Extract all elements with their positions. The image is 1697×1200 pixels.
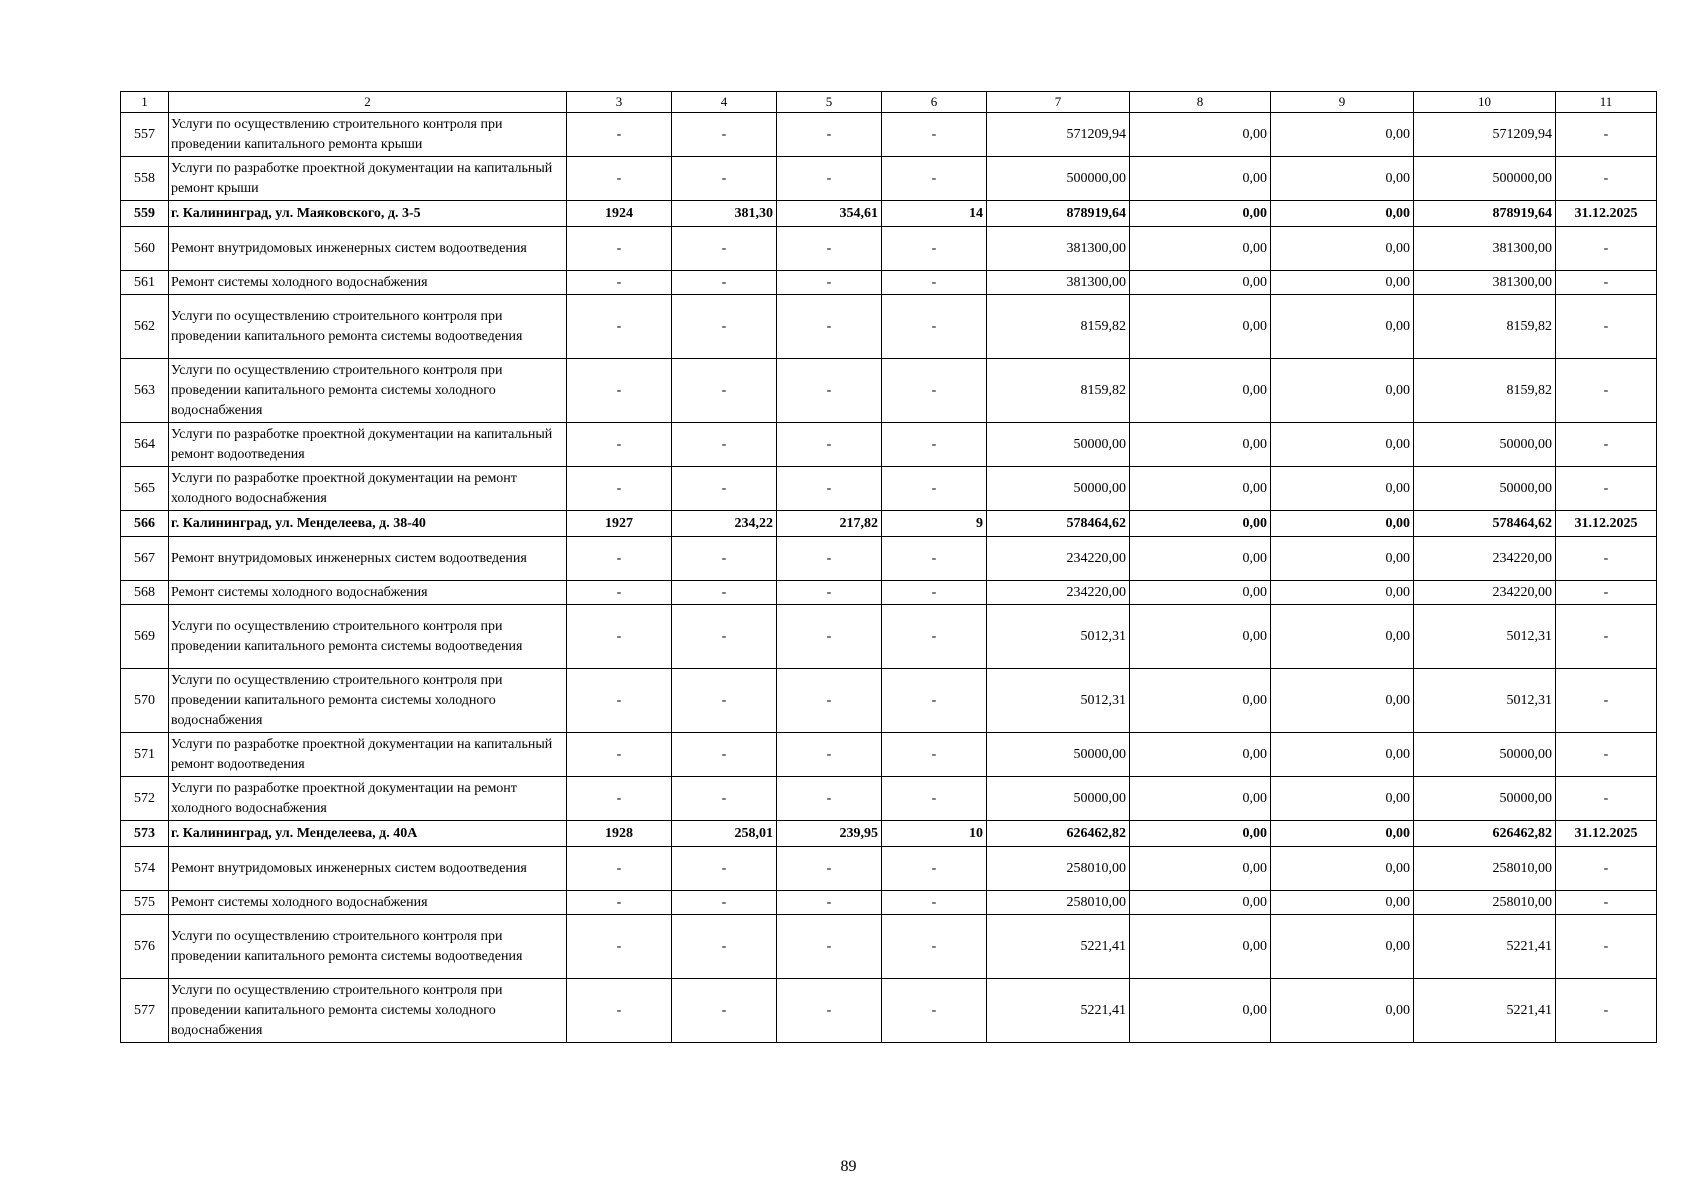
- cost-col9-cell: 0,00: [1271, 467, 1414, 511]
- area-living-cell: -: [777, 467, 882, 511]
- description-cell: Ремонт системы холодного водоснабжения: [169, 581, 567, 605]
- cost-col8-cell: 0,00: [1130, 359, 1271, 423]
- residents-cell: -: [882, 359, 987, 423]
- cost-col9-cell: 0,00: [1271, 295, 1414, 359]
- row-number-cell: 571: [121, 733, 169, 777]
- year-cell: -: [567, 271, 672, 295]
- cost-col8-cell: 0,00: [1130, 113, 1271, 157]
- description-cell: Услуги по осуществлению строительного контроля при проведении капитального ремонта системы водоотведения: [169, 605, 567, 669]
- description-cell: Услуги по осуществлению строительного контроля при проведении капитального ремонта системы холодного водоснабжения: [169, 979, 567, 1043]
- table-row: [121, 467, 1657, 511]
- year-cell: -: [567, 669, 672, 733]
- cost-col10-cell: 258010,00: [1414, 847, 1556, 891]
- cost-col10-cell: 5221,41: [1414, 915, 1556, 979]
- residents-cell: -: [882, 581, 987, 605]
- residents-cell: -: [882, 891, 987, 915]
- residents-cell: -: [882, 227, 987, 271]
- year-cell: 1924: [567, 201, 672, 227]
- year-cell: -: [567, 157, 672, 201]
- cost-col8-cell: 0,00: [1130, 537, 1271, 581]
- total-cost-cell: 50000,00: [987, 467, 1130, 511]
- year-cell: -: [567, 915, 672, 979]
- residents-cell: -: [882, 157, 987, 201]
- description-cell: г. Калининград, ул. Менделеева, д. 40А: [169, 821, 567, 847]
- area-living-cell: -: [777, 271, 882, 295]
- row-number-cell: 574: [121, 847, 169, 891]
- cost-col8-cell: 0,00: [1130, 423, 1271, 467]
- completion-date-cell: -: [1556, 605, 1657, 669]
- description-cell: Услуги по осуществлению строительного контроля при проведении капитального ремонта системы водоотведения: [169, 295, 567, 359]
- total-cost-cell: 50000,00: [987, 423, 1130, 467]
- description-cell: г. Калининград, ул. Маяковского, д. 3-5: [169, 201, 567, 227]
- residents-cell: -: [882, 979, 987, 1043]
- column-number-header: 3: [567, 92, 672, 113]
- column-number-header: 1: [121, 92, 169, 113]
- description-cell: Услуги по разработке проектной документации на капитальный ремонт водоотведения: [169, 733, 567, 777]
- area-total-cell: -: [672, 891, 777, 915]
- area-total-cell: -: [672, 467, 777, 511]
- year-cell: -: [567, 537, 672, 581]
- table-row: [121, 359, 1657, 423]
- cost-col8-cell: 0,00: [1130, 891, 1271, 915]
- cost-col8-cell: 0,00: [1130, 227, 1271, 271]
- table-row: [121, 423, 1657, 467]
- table-row: [121, 113, 1657, 157]
- total-cost-cell: 626462,82: [987, 821, 1130, 847]
- completion-date-cell: -: [1556, 891, 1657, 915]
- cost-col10-cell: 50000,00: [1414, 467, 1556, 511]
- completion-date-cell: -: [1556, 581, 1657, 605]
- area-total-cell: -: [672, 847, 777, 891]
- area-living-cell: -: [777, 227, 882, 271]
- row-number-cell: 565: [121, 467, 169, 511]
- total-cost-cell: 5221,41: [987, 979, 1130, 1043]
- total-cost-cell: 234220,00: [987, 581, 1130, 605]
- completion-date-cell: 31.12.2025: [1556, 511, 1657, 537]
- row-number-cell: 558: [121, 157, 169, 201]
- cost-col10-cell: 5221,41: [1414, 979, 1556, 1043]
- cost-col10-cell: 381300,00: [1414, 227, 1556, 271]
- row-number-cell: 568: [121, 581, 169, 605]
- area-total-cell: -: [672, 227, 777, 271]
- residents-cell: 10: [882, 821, 987, 847]
- area-total-cell: -: [672, 271, 777, 295]
- total-cost-cell: 8159,82: [987, 359, 1130, 423]
- row-number-cell: 563: [121, 359, 169, 423]
- area-living-cell: -: [777, 777, 882, 821]
- year-cell: -: [567, 581, 672, 605]
- table-row: [121, 733, 1657, 777]
- cost-col10-cell: 50000,00: [1414, 777, 1556, 821]
- table-row: [121, 891, 1657, 915]
- cost-col9-cell: 0,00: [1271, 423, 1414, 467]
- cost-col9-cell: 0,00: [1271, 847, 1414, 891]
- cost-col9-cell: 0,00: [1271, 359, 1414, 423]
- row-number-cell: 575: [121, 891, 169, 915]
- row-number-cell: 566: [121, 511, 169, 537]
- area-total-cell: 234,22: [672, 511, 777, 537]
- cost-col9-cell: 0,00: [1271, 581, 1414, 605]
- document-table: [120, 91, 1657, 1043]
- residents-cell: -: [882, 537, 987, 581]
- cost-col10-cell: 571209,94: [1414, 113, 1556, 157]
- table-row: [121, 915, 1657, 979]
- total-cost-cell: 234220,00: [987, 537, 1130, 581]
- column-number-header: 8: [1130, 92, 1271, 113]
- total-cost-cell: 878919,64: [987, 201, 1130, 227]
- cost-col9-cell: 0,00: [1271, 891, 1414, 915]
- year-cell: -: [567, 891, 672, 915]
- area-total-cell: -: [672, 733, 777, 777]
- cost-col10-cell: 5012,31: [1414, 605, 1556, 669]
- cost-col10-cell: 626462,82: [1414, 821, 1556, 847]
- area-total-cell: -: [672, 605, 777, 669]
- table-body: [121, 92, 1657, 1043]
- area-total-cell: -: [672, 669, 777, 733]
- completion-date-cell: -: [1556, 157, 1657, 201]
- cost-col9-cell: 0,00: [1271, 605, 1414, 669]
- area-living-cell: -: [777, 891, 882, 915]
- cost-col8-cell: 0,00: [1130, 271, 1271, 295]
- year-cell: -: [567, 295, 672, 359]
- total-cost-cell: 381300,00: [987, 227, 1130, 271]
- cost-col8-cell: 0,00: [1130, 915, 1271, 979]
- description-cell: Услуги по осуществлению строительного контроля при проведении капитального ремонта системы холодного водоснабжения: [169, 669, 567, 733]
- row-number-cell: 559: [121, 201, 169, 227]
- cost-col8-cell: 0,00: [1130, 847, 1271, 891]
- cost-col8-cell: 0,00: [1130, 821, 1271, 847]
- cost-col9-cell: 0,00: [1271, 669, 1414, 733]
- area-living-cell: -: [777, 295, 882, 359]
- total-cost-cell: 381300,00: [987, 271, 1130, 295]
- completion-date-cell: -: [1556, 733, 1657, 777]
- cost-col9-cell: 0,00: [1271, 157, 1414, 201]
- residents-cell: -: [882, 605, 987, 669]
- description-cell: Услуги по разработке проектной документации на капитальный ремонт водоотведения: [169, 423, 567, 467]
- column-number-header: 9: [1271, 92, 1414, 113]
- residents-cell: -: [882, 271, 987, 295]
- cost-col8-cell: 0,00: [1130, 157, 1271, 201]
- area-living-cell: -: [777, 605, 882, 669]
- cost-col10-cell: 878919,64: [1414, 201, 1556, 227]
- total-cost-cell: 8159,82: [987, 295, 1130, 359]
- area-total-cell: 381,30: [672, 201, 777, 227]
- description-cell: Услуги по осуществлению строительного контроля при проведении капитального ремонта системы холодного водоснабжения: [169, 359, 567, 423]
- total-cost-cell: 571209,94: [987, 113, 1130, 157]
- table-row: [121, 581, 1657, 605]
- cost-col9-cell: 0,00: [1271, 915, 1414, 979]
- year-cell: -: [567, 847, 672, 891]
- cost-col9-cell: 0,00: [1271, 227, 1414, 271]
- year-cell: -: [567, 423, 672, 467]
- cost-col9-cell: 0,00: [1271, 979, 1414, 1043]
- area-living-cell: -: [777, 359, 882, 423]
- total-cost-cell: 50000,00: [987, 733, 1130, 777]
- residents-cell: -: [882, 847, 987, 891]
- cost-col8-cell: 0,00: [1130, 733, 1271, 777]
- total-cost-cell: 258010,00: [987, 847, 1130, 891]
- completion-date-cell: -: [1556, 295, 1657, 359]
- completion-date-cell: -: [1556, 271, 1657, 295]
- year-cell: -: [567, 777, 672, 821]
- area-living-cell: -: [777, 113, 882, 157]
- table-row: [121, 979, 1657, 1043]
- cost-col10-cell: 500000,00: [1414, 157, 1556, 201]
- row-number-cell: 572: [121, 777, 169, 821]
- column-number-header: 4: [672, 92, 777, 113]
- cost-col9-cell: 0,00: [1271, 733, 1414, 777]
- table-row: [121, 295, 1657, 359]
- area-living-cell: -: [777, 979, 882, 1043]
- column-number-header-row: [121, 92, 1657, 113]
- cost-col9-cell: 0,00: [1271, 537, 1414, 581]
- residents-cell: -: [882, 113, 987, 157]
- completion-date-cell: -: [1556, 423, 1657, 467]
- completion-date-cell: -: [1556, 847, 1657, 891]
- cost-col8-cell: 0,00: [1130, 581, 1271, 605]
- area-living-cell: -: [777, 423, 882, 467]
- cost-col8-cell: 0,00: [1130, 979, 1271, 1043]
- completion-date-cell: -: [1556, 467, 1657, 511]
- cost-col10-cell: 8159,82: [1414, 359, 1556, 423]
- total-cost-cell: 5221,41: [987, 915, 1130, 979]
- column-number-header: 7: [987, 92, 1130, 113]
- completion-date-cell: -: [1556, 359, 1657, 423]
- year-cell: -: [567, 227, 672, 271]
- residents-cell: -: [882, 777, 987, 821]
- row-number-cell: 560: [121, 227, 169, 271]
- completion-date-cell: 31.12.2025: [1556, 201, 1657, 227]
- residents-cell: -: [882, 915, 987, 979]
- cost-col8-cell: 0,00: [1130, 605, 1271, 669]
- total-cost-cell: 5012,31: [987, 669, 1130, 733]
- row-number-cell: 564: [121, 423, 169, 467]
- residents-cell: -: [882, 423, 987, 467]
- cost-col10-cell: 50000,00: [1414, 423, 1556, 467]
- year-cell: -: [567, 359, 672, 423]
- description-cell: Услуги по разработке проектной документации на ремонт холодного водоснабжения: [169, 467, 567, 511]
- area-total-cell: -: [672, 359, 777, 423]
- completion-date-cell: 31.12.2025: [1556, 821, 1657, 847]
- residents-cell: -: [882, 669, 987, 733]
- area-living-cell: 354,61: [777, 201, 882, 227]
- cost-col10-cell: 50000,00: [1414, 733, 1556, 777]
- column-number-header: 6: [882, 92, 987, 113]
- area-living-cell: 217,82: [777, 511, 882, 537]
- area-total-cell: -: [672, 979, 777, 1043]
- page-number: 89: [840, 1158, 857, 1175]
- year-cell: -: [567, 467, 672, 511]
- column-number-header: 5: [777, 92, 882, 113]
- column-number-header: 2: [169, 92, 567, 113]
- year-cell: 1927: [567, 511, 672, 537]
- area-total-cell: 258,01: [672, 821, 777, 847]
- table-row: [121, 227, 1657, 271]
- area-total-cell: -: [672, 915, 777, 979]
- row-number-cell: 573: [121, 821, 169, 847]
- residents-cell: -: [882, 733, 987, 777]
- year-cell: -: [567, 113, 672, 157]
- area-total-cell: -: [672, 423, 777, 467]
- total-cost-cell: 578464,62: [987, 511, 1130, 537]
- completion-date-cell: -: [1556, 113, 1657, 157]
- row-number-cell: 567: [121, 537, 169, 581]
- residents-cell: 14: [882, 201, 987, 227]
- area-living-cell: -: [777, 847, 882, 891]
- table-row: [121, 157, 1657, 201]
- completion-date-cell: -: [1556, 669, 1657, 733]
- area-living-cell: -: [777, 537, 882, 581]
- area-living-cell: -: [777, 733, 882, 777]
- residents-cell: -: [882, 295, 987, 359]
- completion-date-cell: -: [1556, 227, 1657, 271]
- description-cell: Ремонт внутридомовых инженерных систем водоотведения: [169, 227, 567, 271]
- year-cell: 1928: [567, 821, 672, 847]
- area-living-cell: -: [777, 157, 882, 201]
- completion-date-cell: -: [1556, 915, 1657, 979]
- cost-col9-cell: 0,00: [1271, 271, 1414, 295]
- description-cell: Ремонт системы холодного водоснабжения: [169, 271, 567, 295]
- address-row: [121, 821, 1657, 847]
- address-row: [121, 201, 1657, 227]
- area-total-cell: -: [672, 157, 777, 201]
- row-number-cell: 557: [121, 113, 169, 157]
- area-living-cell: 239,95: [777, 821, 882, 847]
- cost-col10-cell: 258010,00: [1414, 891, 1556, 915]
- description-cell: Ремонт системы холодного водоснабжения: [169, 891, 567, 915]
- description-cell: г. Калининград, ул. Менделеева, д. 38-40: [169, 511, 567, 537]
- area-total-cell: -: [672, 113, 777, 157]
- cost-col9-cell: 0,00: [1271, 821, 1414, 847]
- table-row: [121, 847, 1657, 891]
- table-row: [121, 605, 1657, 669]
- table-row: [121, 669, 1657, 733]
- row-number-cell: 561: [121, 271, 169, 295]
- cost-col9-cell: 0,00: [1271, 113, 1414, 157]
- row-number-cell: 569: [121, 605, 169, 669]
- description-cell: Услуги по разработке проектной документации на ремонт холодного водоснабжения: [169, 777, 567, 821]
- residents-cell: 9: [882, 511, 987, 537]
- area-living-cell: -: [777, 669, 882, 733]
- description-cell: Ремонт внутридомовых инженерных систем водоотведения: [169, 847, 567, 891]
- cost-col9-cell: 0,00: [1271, 201, 1414, 227]
- area-living-cell: -: [777, 581, 882, 605]
- row-number-cell: 577: [121, 979, 169, 1043]
- description-cell: Услуги по разработке проектной документации на капитальный ремонт крыши: [169, 157, 567, 201]
- area-total-cell: -: [672, 295, 777, 359]
- cost-col8-cell: 0,00: [1130, 669, 1271, 733]
- cost-col10-cell: 234220,00: [1414, 537, 1556, 581]
- cost-col9-cell: 0,00: [1271, 777, 1414, 821]
- total-cost-cell: 50000,00: [987, 777, 1130, 821]
- cost-col10-cell: 578464,62: [1414, 511, 1556, 537]
- area-total-cell: -: [672, 581, 777, 605]
- description-cell: Услуги по осуществлению строительного контроля при проведении капитального ремонта крыши: [169, 113, 567, 157]
- cost-col8-cell: 0,00: [1130, 201, 1271, 227]
- cost-col9-cell: 0,00: [1271, 511, 1414, 537]
- table-row: [121, 537, 1657, 581]
- description-cell: Услуги по осуществлению строительного контроля при проведении капитального ремонта системы водоотведения: [169, 915, 567, 979]
- area-total-cell: -: [672, 777, 777, 821]
- cost-col10-cell: 234220,00: [1414, 581, 1556, 605]
- row-number-cell: 576: [121, 915, 169, 979]
- description-cell: Ремонт внутридомовых инженерных систем водоотведения: [169, 537, 567, 581]
- table-row: [121, 271, 1657, 295]
- completion-date-cell: -: [1556, 537, 1657, 581]
- total-cost-cell: 5012,31: [987, 605, 1130, 669]
- year-cell: -: [567, 605, 672, 669]
- cost-col8-cell: 0,00: [1130, 511, 1271, 537]
- total-cost-cell: 500000,00: [987, 157, 1130, 201]
- cost-col10-cell: 8159,82: [1414, 295, 1556, 359]
- year-cell: -: [567, 979, 672, 1043]
- completion-date-cell: -: [1556, 777, 1657, 821]
- address-row: [121, 511, 1657, 537]
- residents-cell: -: [882, 467, 987, 511]
- table-row: [121, 777, 1657, 821]
- area-living-cell: -: [777, 915, 882, 979]
- column-number-header: 10: [1414, 92, 1556, 113]
- cost-col10-cell: 5012,31: [1414, 669, 1556, 733]
- column-number-header: 11: [1556, 92, 1657, 113]
- total-cost-cell: 258010,00: [987, 891, 1130, 915]
- row-number-cell: 570: [121, 669, 169, 733]
- row-number-cell: 562: [121, 295, 169, 359]
- cost-col8-cell: 0,00: [1130, 295, 1271, 359]
- cost-col10-cell: 381300,00: [1414, 271, 1556, 295]
- cost-col8-cell: 0,00: [1130, 467, 1271, 511]
- area-total-cell: -: [672, 537, 777, 581]
- year-cell: -: [567, 733, 672, 777]
- completion-date-cell: -: [1556, 979, 1657, 1043]
- cost-col8-cell: 0,00: [1130, 777, 1271, 821]
